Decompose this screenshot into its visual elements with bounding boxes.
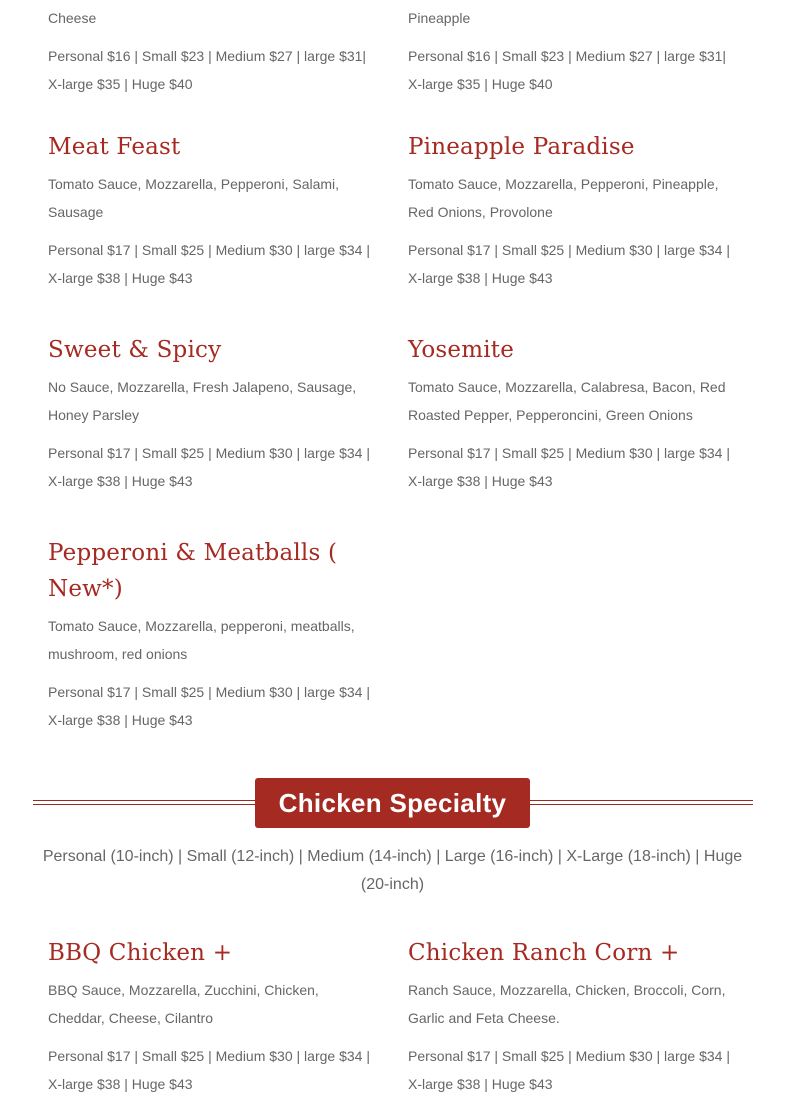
section-title: Chicken Specialty (255, 778, 530, 828)
size-legend: Personal (10-inch) | Small (12-inch) | Medium (14-inch) | Large (16-inch) | X-Large (18-inch) | Huge (20-inch) (42, 848, 743, 893)
item-prices: Personal $16 | Small $23 | Medium $27 | large $31| X-large $35 | Huge $40 (408, 48, 727, 92)
item-prices: Personal $16 | Small $23 | Medium $27 | large $31| X-large $35 | Huge $40 (48, 48, 367, 92)
item-title: Pineapple Paradise (408, 134, 635, 160)
menu-item-sweet-spicy (48, 332, 378, 495)
item-prices: Personal $17 | Small $25 | Medium $30 | large $34 | X-large $38 | Huge $43 (48, 445, 370, 489)
item-prices: Personal $17 | Small $25 | Medium $30 | large $34 | X-large $38 | Huge $43 (48, 1048, 370, 1092)
item-prices: Personal $17 | Small $25 | Medium $30 | large $34 | X-large $38 | Huge $43 (408, 242, 730, 286)
menu-item-yosemite (408, 332, 738, 495)
item-prices: Personal $17 | Small $25 | Medium $30 | large $34 | X-large $38 | Huge $43 (408, 445, 730, 489)
item-description: Tomato Sauce, Mozzarella, Pepperoni, Pineapple, Red Onions, Provolone (408, 176, 719, 220)
chicken-specialty-header (33, 778, 753, 828)
item-prices: Personal $17 | Small $25 | Medium $30 | large $34 | X-large $38 | Huge $43 (408, 1048, 730, 1092)
item-title: Chicken Ranch Corn + (408, 940, 680, 966)
item-prices: Personal $17 | Small $25 | Medium $30 | large $34 | X-large $38 | Huge $43 (48, 684, 370, 728)
item-description: Tomato Sauce, Mozzarella, Calabresa, Bacon, Red Roasted Pepper, Pepperoncini, Green Onions (408, 379, 726, 423)
item-description: Cheese (48, 10, 97, 26)
item-description: BBQ Sauce, Mozzarella, Zucchini, Chicken, Cheddar, Cheese, Cilantro (48, 982, 319, 1026)
item-description: Tomato Sauce, Mozzarella, Pepperoni, Salami, Sausage (48, 176, 340, 220)
menu-item-cheese (48, 4, 378, 98)
item-description: No Sauce, Mozzarella, Fresh Jalapeno, Sausage, Honey Parsley (48, 379, 357, 423)
menu-item-meat-feast (48, 129, 378, 292)
item-description: Tomato Sauce, Mozzarella, pepperoni, meatballs, mushroom, red onions (48, 618, 355, 662)
menu-item-chicken-ranch-corn (408, 935, 738, 1098)
item-title: Meat Feast (48, 134, 181, 160)
item-title: BBQ Chicken + (48, 940, 233, 966)
item-description: Pineapple (408, 10, 471, 26)
menu-item-pineapple (408, 4, 738, 98)
item-title: Yosemite (408, 337, 515, 363)
item-title: Pepperoni & Meatballs ( New*) (48, 540, 338, 602)
menu-item-bbq-chicken (48, 935, 378, 1098)
item-title: Sweet & Spicy (48, 337, 222, 363)
menu-item-pepperoni-meatballs (48, 535, 378, 734)
menu-item-pineapple-paradise (408, 129, 738, 292)
item-description: Ranch Sauce, Mozzarella, Chicken, Broccoli, Corn, Garlic and Feta Cheese. (408, 982, 726, 1026)
item-prices: Personal $17 | Small $25 | Medium $30 | large $34 | X-large $38 | Huge $43 (48, 242, 370, 286)
